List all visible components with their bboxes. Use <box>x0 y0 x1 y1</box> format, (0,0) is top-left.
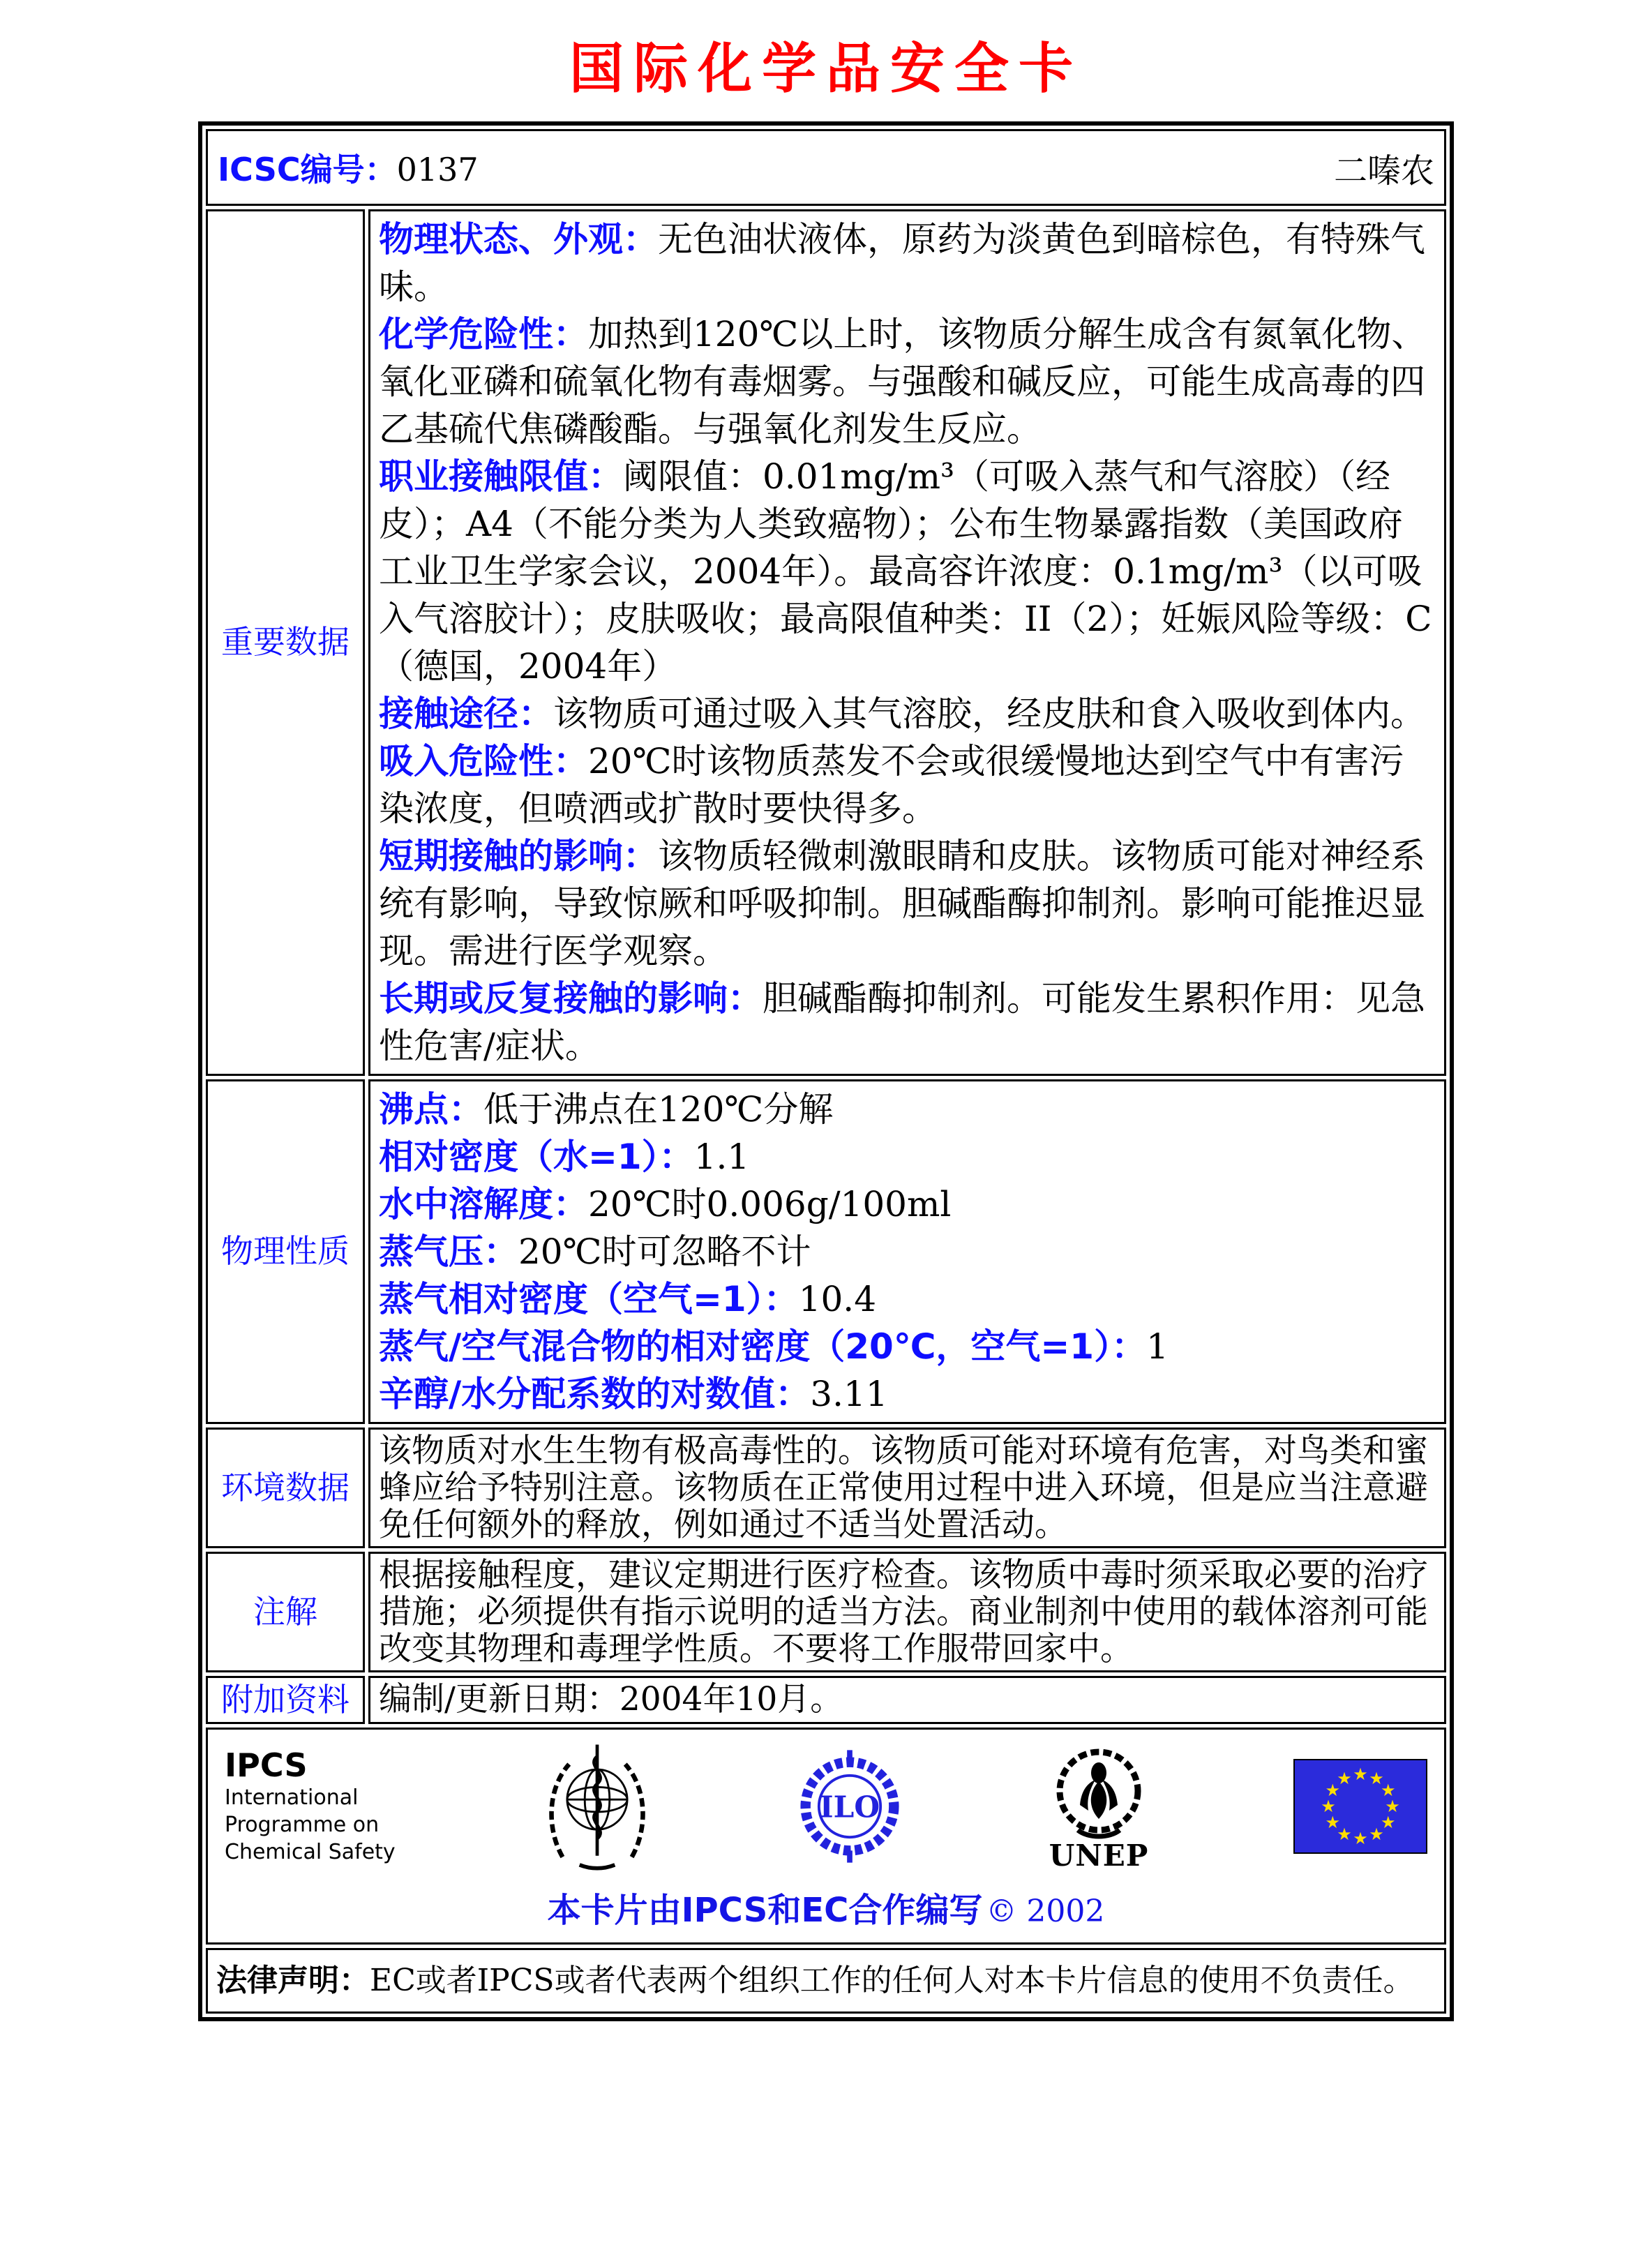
unep-letters: UNEP <box>1049 1838 1149 1873</box>
svg-text:★: ★ <box>1381 1813 1396 1833</box>
paragraph <box>379 310 1436 453</box>
svg-text:★: ★ <box>1337 1824 1352 1844</box>
paragraph-label: 沸点： <box>379 1089 483 1130</box>
svg-text:★: ★ <box>1353 1829 1368 1849</box>
section-row-important-data <box>206 209 1446 1076</box>
paragraph: 该物质对水生生物有极高毒性的。该物质可能对环境有危害，对鸟类和蜜蜂应给予特别注意。该物质在正常使用过程中进入环境，但是应当注意避免任何额外的释放，例如通过不适当处置活动。 <box>379 1432 1428 1544</box>
footer-row <box>206 1728 1446 1945</box>
paragraph-label: 水中溶解度： <box>379 1184 588 1224</box>
paragraph-label: 接触途径： <box>379 694 553 734</box>
ipcs-subtitle-line: Programme on <box>225 1813 380 1838</box>
icsc-number-group <box>218 144 479 190</box>
legal-row <box>206 1948 1446 2014</box>
section-row-notes <box>206 1552 1446 1672</box>
copyright-text: © 2002 <box>986 1894 1105 1930</box>
page-title: 国际化学品安全卡 <box>569 37 1083 100</box>
paragraph-text: 该物质轻微刺激眼睛和皮肤。该物质可能对神经系统有影响，导致惊厥和呼吸抑制。胆碱酯酶抑制剂。影响可能推迟显现。需进行医学观察。 <box>379 836 1425 971</box>
paragraph-text: 10.4 <box>798 1279 877 1319</box>
paragraph <box>379 1133 1436 1181</box>
paragraph-text: 1 <box>1146 1326 1169 1367</box>
paragraph <box>379 832 1436 975</box>
section-content-environmental-data <box>368 1428 1446 1548</box>
paragraph <box>379 1086 1436 1133</box>
paragraph <box>379 1323 1436 1370</box>
paragraph-text: 无色油状液体，原药为淡黄色到暗棕色，有特殊气味。 <box>379 219 1425 307</box>
section-label-physical-properties: 物理性质 <box>206 1079 365 1424</box>
paragraph-label: 蒸气/空气混合物的相对密度（20℃，空气=1）： <box>379 1326 1147 1367</box>
paragraph <box>379 1181 1436 1228</box>
svg-text:★: ★ <box>1337 1769 1352 1789</box>
paragraph-text: 1.1 <box>693 1137 750 1177</box>
paragraph-label: 职业接触限值： <box>379 456 623 497</box>
section-label-important-data: 重要数据 <box>206 209 365 1076</box>
credit-line <box>220 1883 1432 1931</box>
paragraph-label: 蒸气压： <box>379 1231 518 1272</box>
paragraph-label: 蒸气相对密度（空气=1）： <box>379 1279 799 1319</box>
paragraph-label: 长期或反复接触的影响： <box>379 978 763 1019</box>
ilo-logo <box>795 1739 904 1873</box>
header-row <box>206 129 1446 206</box>
icsc-number-value: 0137 <box>396 151 479 188</box>
section-content-notes <box>368 1552 1446 1672</box>
paragraph-label: 物理状态、外观： <box>379 219 658 260</box>
paragraph <box>379 690 1436 737</box>
section-content-physical-properties <box>368 1079 1446 1424</box>
icsc-number-label: ICSC编号： <box>218 151 397 188</box>
paragraph-text: 20℃时该物质蒸发不会或很缓慢地达到空气中有害污染浓度，但喷洒或扩散时要快得多。 <box>379 741 1404 829</box>
svg-text:★: ★ <box>1325 1813 1340 1833</box>
logos-row <box>220 1739 1432 1873</box>
ipcs-subtitle-line: Chemical Safety <box>225 1840 396 1865</box>
svg-text:★: ★ <box>1321 1797 1336 1817</box>
paragraph-text: 该物质可通过吸入其气溶胶，经皮肤和食入吸收到体内。 <box>553 694 1425 734</box>
legal-label: 法律声明： <box>216 1963 370 1999</box>
paragraph: 编制/更新日期：2004年10月。 <box>379 1680 843 1718</box>
legal-text: EC或者IPCS或者代表两个组织工作的任何人对本卡片信息的使用不负责任。 <box>370 1963 1414 1999</box>
svg-text:★: ★ <box>1353 1765 1368 1785</box>
ipcs-subtitle-line: International <box>225 1785 359 1811</box>
paragraph-text: 3.11 <box>810 1374 888 1414</box>
section-row-additional-information <box>206 1676 1446 1724</box>
section-label-environmental-data: 环境数据 <box>206 1428 365 1548</box>
paragraph-text: 20℃时可忽略不计 <box>518 1231 811 1272</box>
section-content-additional-information <box>368 1676 1446 1724</box>
paragraph-label: 相对密度（水=1）： <box>379 1137 694 1177</box>
paragraph-text: 阈限值：0.01mg/m³（可吸入蒸气和气溶胶）（经皮）；A4（不能分类为人类致癌物）；公布生物暴露指数（美国政府工业卫生学家会议，2004年）。最高容许浓度：0.1mg/m³（以可吸入气溶胶计）；皮肤吸收；最高限值种类：II（2）；妊娠风险等级：C（德国，2004年） <box>379 456 1432 687</box>
icsc-card-table <box>198 121 1454 2021</box>
section-row-physical-properties <box>206 1079 1446 1424</box>
legal-cell <box>206 1948 1446 2014</box>
eu-flag <box>1293 1759 1427 1854</box>
header-cell <box>206 129 1446 206</box>
paragraph: 根据接触程度，建议定期进行医疗检查。该物质中毒时须采取必要的治疗措施；必须提供有指示说明的适当方法。商业制剂中使用的载体溶剂可能改变其物理和毒理学性质。不要将工作服带回家中。 <box>379 1556 1428 1668</box>
paragraph <box>379 216 1436 310</box>
paragraph <box>379 453 1436 690</box>
paragraph <box>379 1275 1436 1323</box>
svg-text:★: ★ <box>1381 1781 1396 1801</box>
paragraph <box>379 1228 1436 1275</box>
footer-cell <box>206 1728 1446 1945</box>
paragraph-label: 辛醇/水分配系数的对数值： <box>379 1374 811 1414</box>
paragraph-text: 加热到120℃以上时，该物质分解生成含有氮氧化物、氧化亚磷和硫氧化物有毒烟雾。与强酸和碱反应，可能生成高毒的四乙基硫代焦磷酸酯。与强氧化剂发生反应。 <box>379 314 1427 449</box>
svg-text:★: ★ <box>1385 1797 1400 1817</box>
svg-text:★: ★ <box>1369 1824 1384 1844</box>
svg-text:★: ★ <box>1325 1781 1340 1801</box>
section-label-notes: 注解 <box>206 1552 365 1672</box>
paragraph-text: 低于沸点在120℃分解 <box>483 1089 834 1130</box>
credit-text: 本卡片由IPCS和EC合作编写 <box>547 1891 983 1931</box>
icsc-page <box>0 25 1652 2255</box>
ipcs-text-block <box>225 1747 399 1866</box>
paragraph-text: 20℃时0.006g/100ml <box>588 1184 952 1224</box>
unep-logo <box>1046 1741 1151 1873</box>
section-label-additional-information: 附加资料 <box>206 1676 365 1724</box>
paragraph-label: 吸入危险性： <box>379 741 588 781</box>
paragraph-label: 短期接触的影响： <box>379 836 658 876</box>
section-content-important-data <box>368 209 1446 1076</box>
paragraph <box>379 1370 1436 1418</box>
paragraph-label: 化学危险性： <box>379 314 588 354</box>
paragraph <box>379 737 1436 832</box>
paragraph-text: 胆碱酯酶抑制剂。可能发生累积作用：见急性危害/症状。 <box>379 978 1425 1066</box>
ipcs-title: IPCS <box>225 1746 308 1785</box>
svg-text:★: ★ <box>1369 1769 1384 1789</box>
who-logo <box>541 1739 653 1873</box>
paragraph <box>379 975 1436 1070</box>
ilo-letters: ILO <box>819 1789 880 1825</box>
chemical-name: 二嗪农 <box>1333 151 1434 190</box>
section-row-environmental-data <box>206 1428 1446 1548</box>
